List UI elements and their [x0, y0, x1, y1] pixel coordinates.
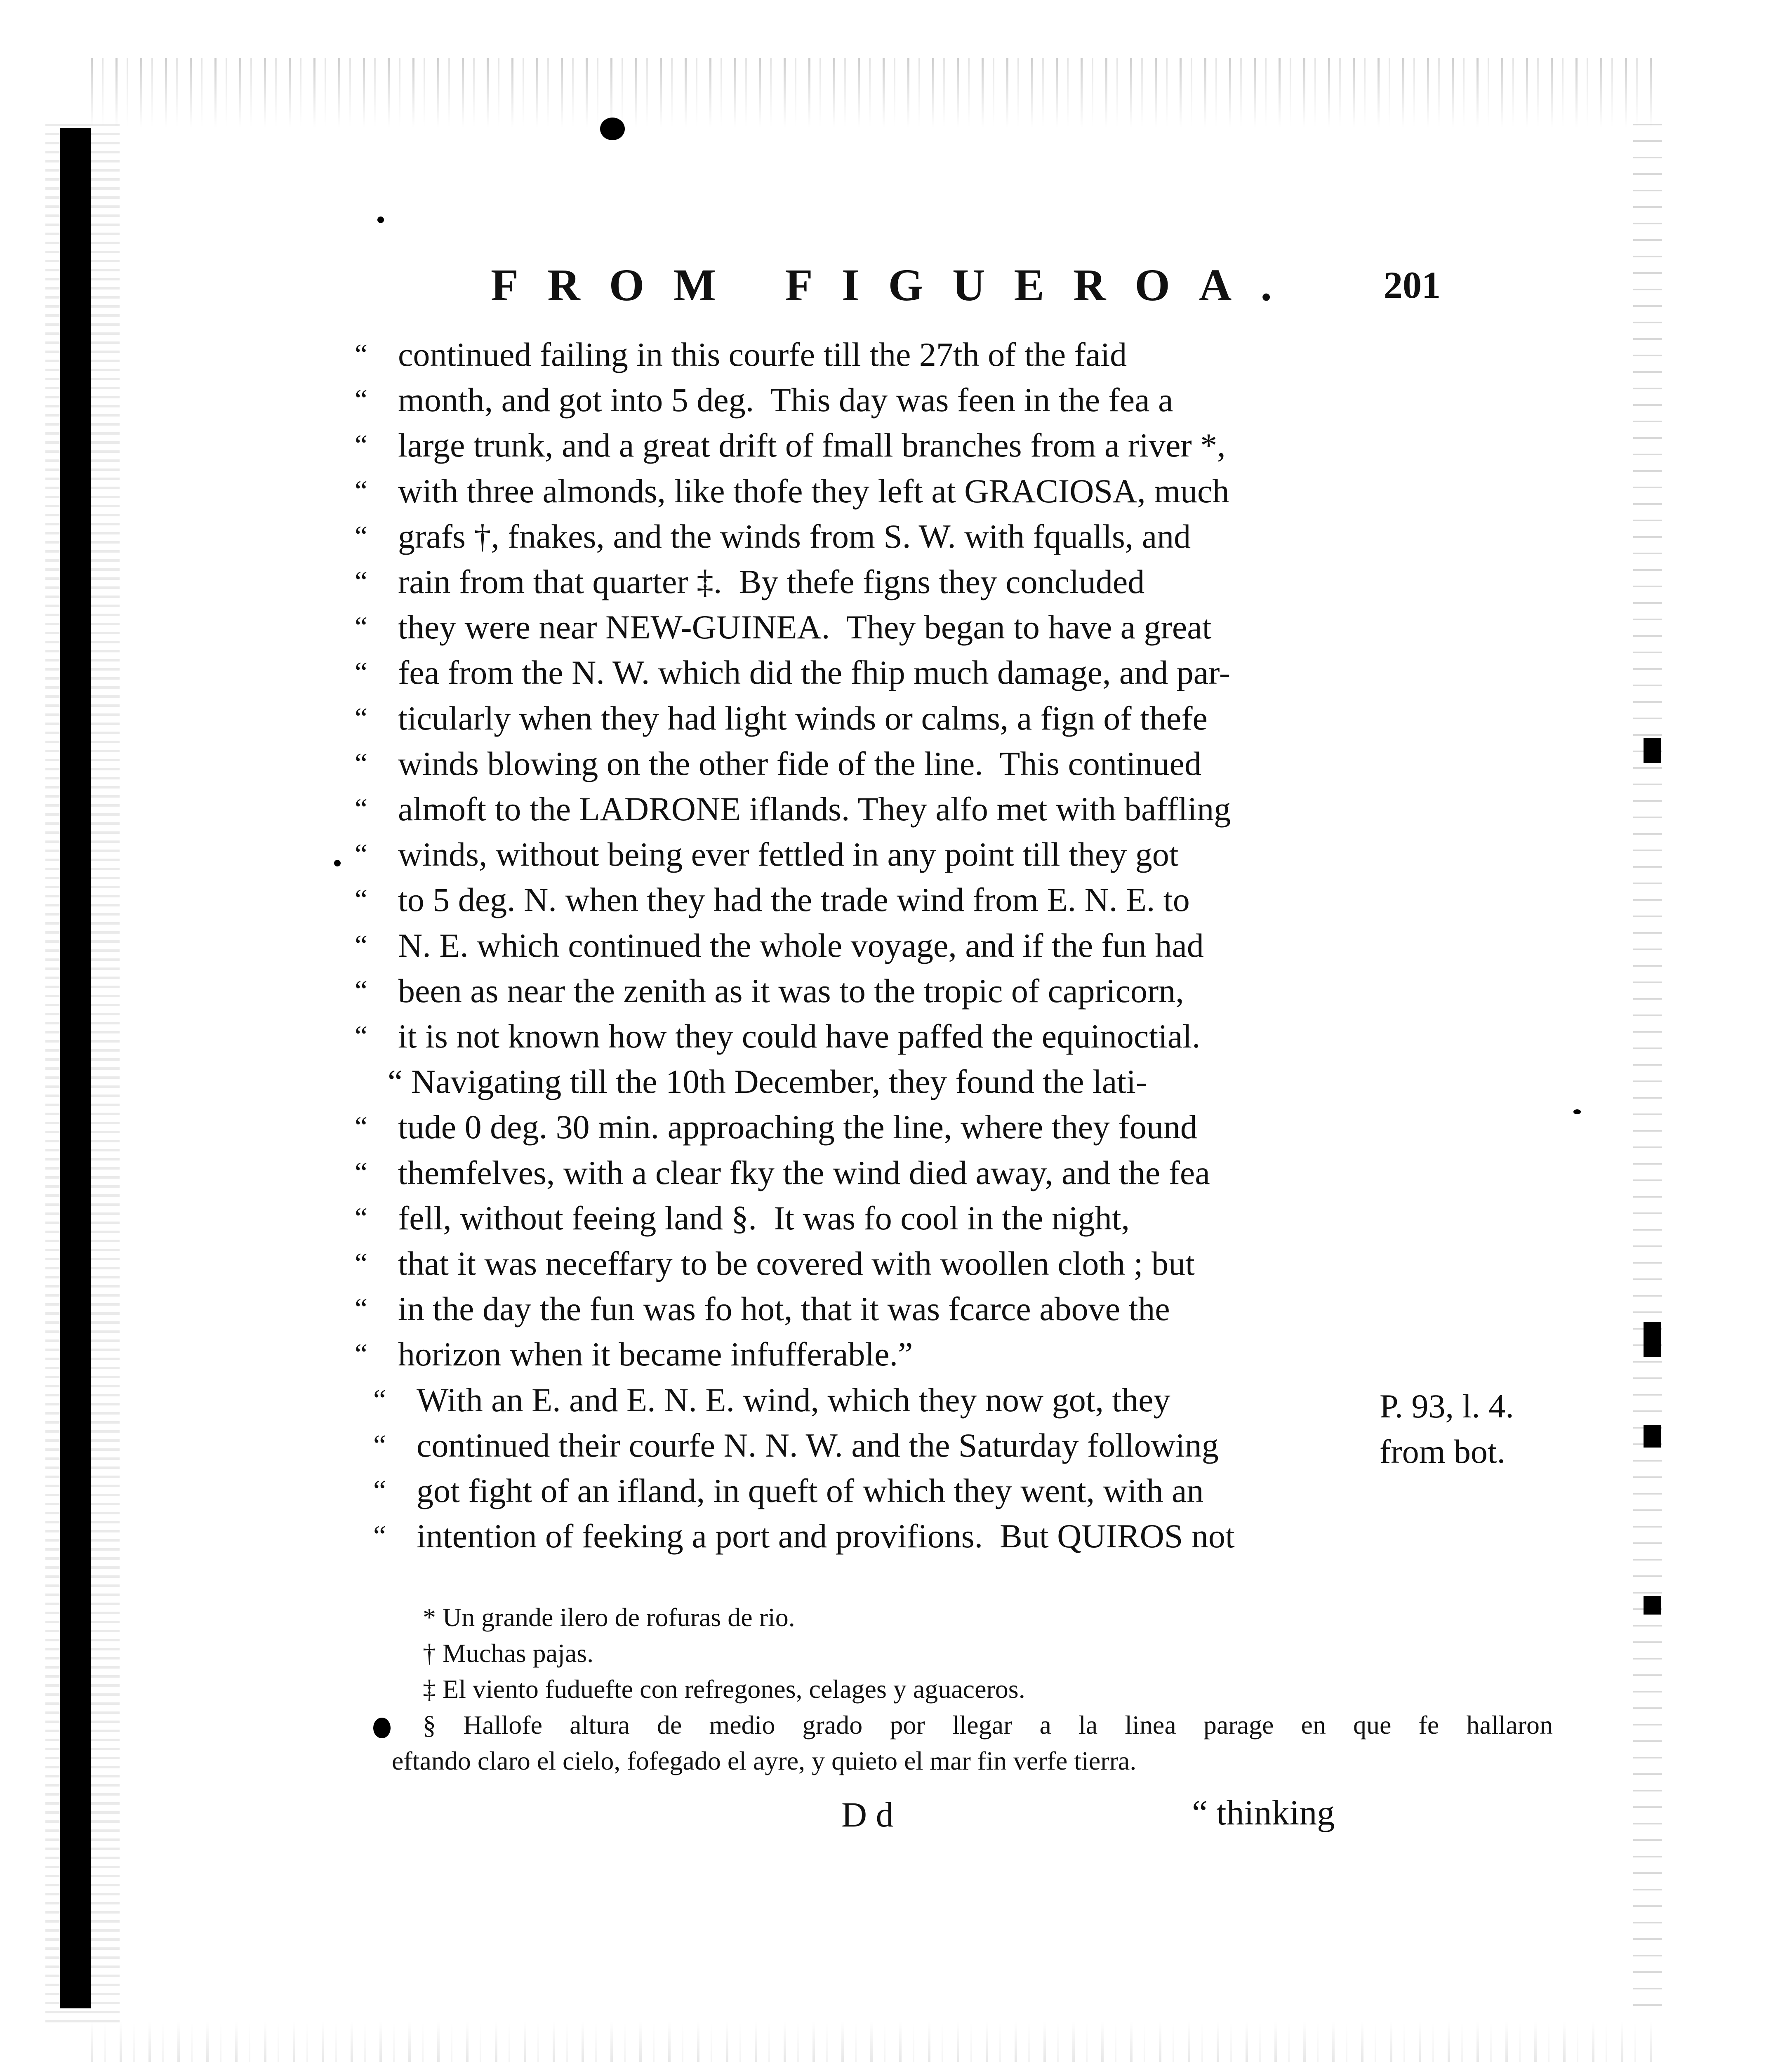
text-line [355, 923, 1349, 968]
edge-mark [1644, 1596, 1661, 1615]
line-text: with three almonds, like thofe they left at GRACIOSA, much [398, 472, 1229, 510]
text-line [373, 1423, 1367, 1468]
quote-mark: “ [355, 339, 368, 370]
text-line [355, 1014, 1349, 1059]
line-text: continued failing in this courfe till the 27th of the faid [398, 336, 1127, 373]
top-page-edge [91, 58, 1658, 128]
quote-mark: “ [355, 748, 368, 779]
text-line [355, 1059, 1349, 1104]
page-number: 201 [1384, 264, 1441, 306]
quote-mark: “ [355, 1338, 368, 1370]
text-line [355, 877, 1349, 923]
text-line [373, 1468, 1367, 1514]
edge-mark [1644, 1322, 1661, 1357]
text-line [355, 605, 1349, 650]
line-text: that it was neceffary to be covered with woollen cloth ; but [398, 1245, 1195, 1282]
text-line [355, 1150, 1349, 1196]
line-text: in the day the fun was fo hot, that it was fcarce above the [398, 1290, 1170, 1328]
quote-mark: “ [355, 384, 368, 416]
quote-mark: “ [373, 1520, 386, 1552]
quote-mark: “ [373, 1429, 386, 1461]
line-text: N. E. which continued the whole voyage, and if the fun had [398, 927, 1204, 964]
ink-blot [377, 217, 384, 223]
line-text: tude 0 deg. 30 min. approaching the line, where they found [398, 1108, 1197, 1146]
quote-mark: “ [355, 930, 368, 961]
ink-blot [334, 860, 341, 866]
quote-mark: “ [355, 1202, 368, 1234]
line-text: month, and got into 5 deg. This day was feen in the fea a [398, 381, 1173, 419]
line-text: been as near the zenith as it was to the tropic of capricorn, [398, 972, 1184, 1010]
text-line [355, 332, 1349, 377]
quote-mark: “ [355, 1111, 368, 1143]
footnote-4: § Hallofe altura de medio grado por llegar a la linea parage en que fe hallaron [423, 1710, 1553, 1740]
quote-mark: “ [355, 1020, 368, 1052]
line-text: ticularly when they had light winds or calms, a fign of thefe [398, 699, 1208, 737]
quote-mark: “ [355, 520, 368, 552]
line-text: winds, without being ever fettled in any point till they got [398, 836, 1179, 873]
text-line [355, 468, 1349, 514]
text-line [355, 377, 1349, 423]
text-line [355, 1104, 1349, 1150]
text-line [355, 832, 1349, 877]
catchword: “ thinking [1192, 1793, 1335, 1832]
footnote-2: † Muchas pajas. [423, 1638, 594, 1668]
edge-mark [1644, 1425, 1661, 1448]
quote-mark: “ [355, 657, 368, 688]
quote-mark: “ [355, 1293, 368, 1325]
running-title: FROM FIGUEROA. [491, 260, 1301, 310]
quote-mark: “ [355, 975, 368, 1007]
line-text: grafs †, fnakes, and the winds from S. W. with fqualls, and [398, 518, 1191, 555]
line-text: With an E. and E. N. E. wind, which they now got, they [417, 1381, 1170, 1419]
ink-blot [600, 118, 625, 140]
quote-mark: “ [355, 611, 368, 643]
quote-mark: “ [355, 838, 368, 870]
text-line [355, 1286, 1349, 1332]
margin-note-line2: from bot. [1380, 1433, 1506, 1470]
quote-mark: “ [355, 793, 368, 825]
edge-mark [1644, 738, 1661, 763]
text-line [355, 559, 1349, 605]
ink-blot [1573, 1109, 1581, 1114]
bottom-page-edge [91, 2021, 1658, 2062]
line-text: it is not known how they could have paffed the equinoctial. [398, 1017, 1201, 1055]
signature-mark: D d [841, 1795, 894, 1834]
footnote-1: * Un grande ilero de rofuras de rio. [423, 1603, 795, 1632]
line-text: “ Navigating till the 10th December, they found the lati- [388, 1063, 1147, 1100]
line-text: winds blowing on the other fide of the line. This continued [398, 745, 1201, 782]
margin-note-line1: P. 93, l. 4. [1380, 1387, 1514, 1425]
line-text: horizon when it became infufferable.” [398, 1335, 913, 1373]
quote-mark: “ [373, 1475, 386, 1506]
line-text: got fight of an ifland, in queft of which they went, with an [417, 1472, 1204, 1509]
line-text: large trunk, and a great drift of fmall branches from a river *, [398, 426, 1226, 464]
quote-mark: “ [355, 566, 368, 598]
line-text: they were near NEW-GUINEA. They began to have a great [398, 608, 1212, 646]
line-text: to 5 deg. N. when they had the trade wind from E. N. E. to [398, 881, 1190, 918]
text-line [355, 968, 1349, 1014]
text-line [355, 786, 1349, 832]
line-text: continued their courfe N. N. W. and the Saturday following [417, 1426, 1219, 1464]
quote-mark: “ [355, 884, 368, 916]
quote-mark: “ [355, 1157, 368, 1189]
quote-mark: “ [355, 429, 368, 461]
line-text: almoft to the LADRONE iflands. They alfo met with baffling [398, 790, 1231, 828]
text-line [373, 1514, 1367, 1559]
text-line [355, 423, 1349, 468]
text-line [355, 1196, 1349, 1241]
footnote-3: ‡ El viento fuduefte con refregones, celages y aguaceros. [423, 1674, 1025, 1704]
text-line [355, 1241, 1349, 1286]
line-text: intention of feeking a port and provifions. But QUIROS not [417, 1517, 1235, 1555]
text-line [355, 650, 1349, 695]
text-line [355, 741, 1349, 786]
text-line [355, 1332, 1349, 1377]
quote-mark: “ [355, 702, 368, 734]
text-line [373, 1377, 1367, 1423]
text-line [355, 514, 1349, 559]
line-text: fell, without feeing land §. It was fo cool in the night, [398, 1199, 1130, 1237]
line-text: fea from the N. W. which did the fhip much damage, and par- [398, 654, 1231, 691]
ink-blot [373, 1718, 391, 1738]
text-line [355, 696, 1349, 741]
right-page-edge [1633, 124, 1662, 2021]
binding-edge [60, 128, 91, 2008]
quote-mark: “ [355, 475, 368, 507]
line-text: rain from that quarter ‡. By thefe figns they concluded [398, 563, 1145, 600]
footnote-4-continuation: eftando claro el cielo, fofegado el ayre, y quieto el mar fin verfe tierra. [392, 1746, 1137, 1775]
quote-mark: “ [355, 1248, 368, 1279]
quote-mark: “ [373, 1384, 386, 1416]
line-text: themfelves, with a clear fky the wind died away, and the fea [398, 1154, 1210, 1191]
